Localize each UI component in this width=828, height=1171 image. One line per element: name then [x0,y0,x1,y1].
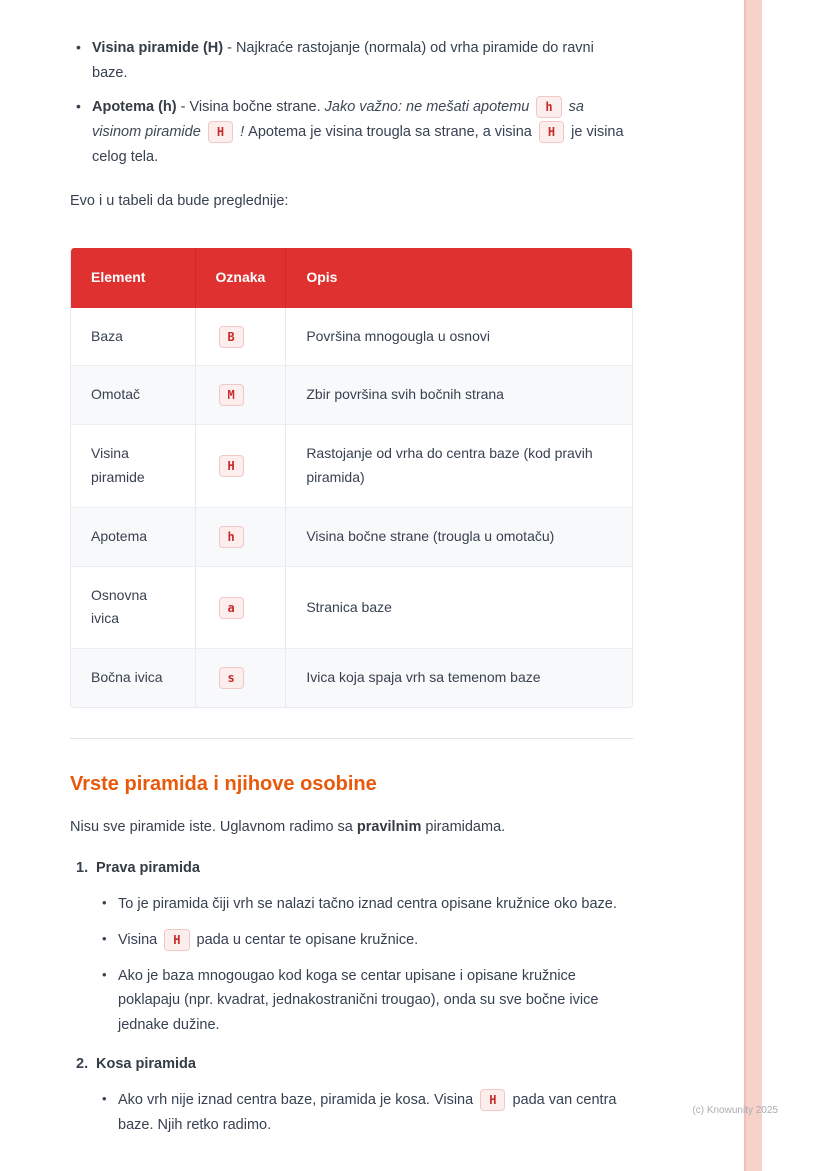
code-badge-s: s [219,667,244,689]
definition-text: je visina celog tela. [92,123,624,165]
code-badge-M: M [219,384,244,406]
cell-opis: Zbir površina svih bočnih strana [286,366,632,425]
elements-table [71,248,632,707]
list-item [70,892,633,917]
list-number: 2. [76,1055,89,1072]
list-number: 1. [76,859,89,876]
definition-note: Jako važno: ne mešati apotemu [324,99,534,116]
list-item-title: Kosa piramida [96,1055,196,1072]
bullet-text: Ako vrh nije iznad centra baze, piramida je kosa. Visina [118,1092,478,1109]
definition-note: sa visinom piramide [92,99,584,140]
copyright-text: (c) Knowunity 2025 [692,1105,778,1116]
cell-oznaka [195,425,286,508]
list-item [70,964,633,1038]
intro-text-bold: pravilnim [356,819,422,836]
list-item [70,928,633,953]
code-badge-a: a [219,597,244,619]
bullet-text: pada van centra baze. Njih retko radimo. [118,1092,617,1133]
list-item [70,1088,633,1137]
page-edge-stripe [744,0,762,1171]
cell-element: Bočna ivica [71,649,195,707]
definition-note: ! [236,123,249,140]
table-row [71,649,632,707]
numbered-item-kosa [70,1052,633,1138]
definition-text: - Najkraće rastojanje (normala) od vrha piramide do ravni baze. [92,40,594,81]
section-divider [70,738,633,739]
sub-bullet-list [70,1088,633,1137]
section-heading: Vrste piramida i njihove osobine [70,773,377,796]
table-row [71,308,632,366]
code-badge-H: H [480,1089,505,1111]
code-badge-h: h [536,96,561,118]
code-badge-h: h [219,526,244,548]
code-badge-H: H [219,455,244,477]
definitions-list [70,36,633,169]
definition-term: Apotema (h) [92,99,177,116]
cell-oznaka [195,566,286,649]
table-row [71,366,632,425]
bullet-text: pada u centar te opisane kružnice. [192,931,419,948]
definition-text: Apotema je visina trougla sa strane, a visina [248,123,536,140]
bullet-text: Visina [118,931,162,948]
document-content [70,36,633,1148]
cell-element: Visina piramide [71,425,195,508]
table-row [71,425,632,508]
code-badge-H: H [539,121,564,143]
table-header-row [71,248,632,308]
section-intro-text [70,815,633,840]
cell-oznaka [195,308,286,366]
intro-text-segment: Nisu sve piramide iste. Uglavnom radimo sa [70,819,357,836]
cell-element: Apotema [71,507,195,566]
code-badge-B: B [219,326,244,348]
header-opis: Opis [286,248,632,308]
code-badge-H: H [208,121,233,143]
cell-opis: Ivica koja spaja vrh sa temenom baze [286,649,632,707]
definition-text: - Visina bočne strane. [176,99,325,116]
cell-element: Osnovna ivica [71,566,195,649]
cell-element: Baza [71,308,195,366]
bullet-text: To je piramida čiji vrh se nalazi tačno iznad centra opisane kružnice oko baze. [118,896,617,913]
cell-opis: Visina bočne strane (trougla u omotaču) [286,507,632,566]
list-item-title: Prava piramida [96,859,200,876]
cell-oznaka [195,366,286,425]
table-lead-text: Evo i u tabeli da bude preglednije: [70,193,289,210]
definition-term: Visina piramide (H) [92,40,224,56]
bullet-text: Ako je baza mnogougao kod koga se centar upisane i opisane kružnice poklapaju (npr. kvadrat, jednakostranični trougao), onda su sve bočne ivice jednake dužine. [118,967,599,1033]
sub-bullet-list [70,892,633,1037]
list-item [70,95,633,169]
cell-opis: Površina mnogougla u osnovi [286,308,632,366]
table-row [71,507,632,566]
intro-text-segment: piramidama. [421,819,506,836]
cell-opis: Rastojanje od vrha do centra baze (kod pravih piramida) [286,425,632,508]
list-item [70,36,633,85]
cell-oznaka [195,507,286,566]
numbered-item-prava [70,856,633,1038]
pyramid-types-list [70,856,633,1138]
cell-element: Omotač [71,366,195,425]
cell-oznaka [195,649,286,707]
table-row [71,566,632,649]
code-badge-H: H [164,929,189,951]
header-element: Element [71,248,195,308]
header-oznaka: Oznaka [195,248,286,308]
elements-table-wrapper [70,248,633,708]
cell-opis: Stranica baze [286,566,632,649]
